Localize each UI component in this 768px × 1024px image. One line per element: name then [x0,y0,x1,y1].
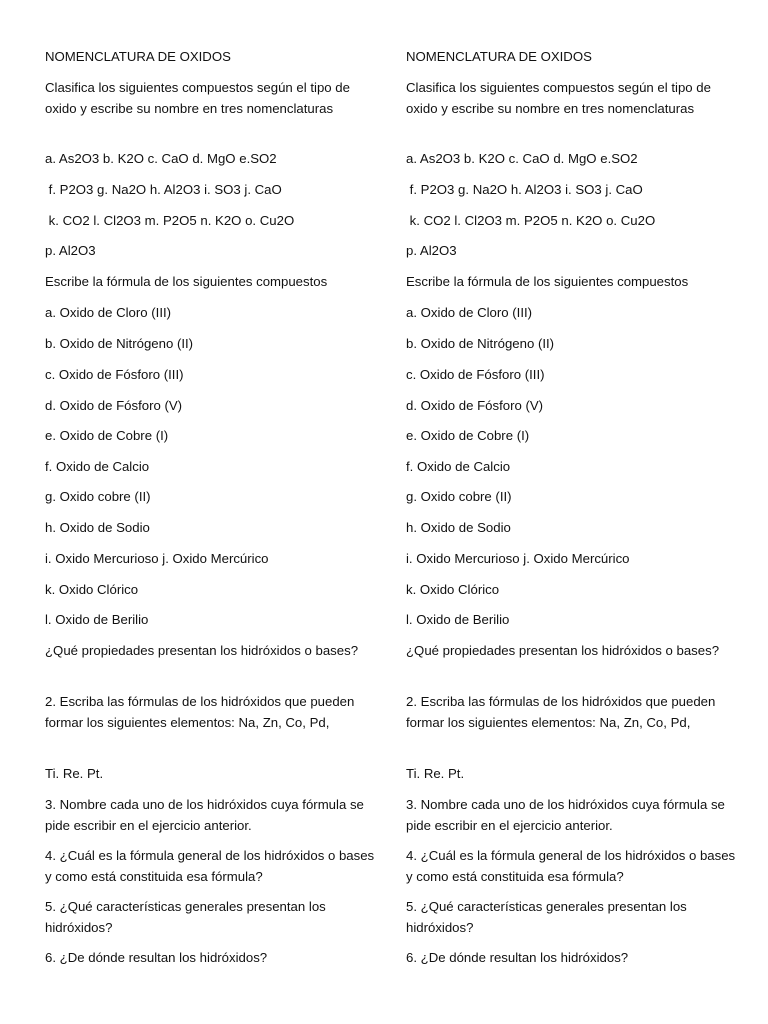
question: 2. Escriba las fórmulas de los hidróxidos que pueden formar los siguientes elementos: Na, Zn, Co, Pd, [406,694,720,730]
formula-item: g. Oxido cobre (II) [45,489,151,504]
instruction-formula: Escribe la fórmula de los siguientes compuestos [406,274,689,289]
formula-item: l. Oxido de Berilio [45,612,149,627]
formula-item: i. Oxido Mercurioso j. Oxido Mercúrico [406,551,630,566]
instruction-formula: Escribe la fórmula de los siguientes compuestos [45,274,328,289]
formula-item: b. Oxido de Nitrógeno (II) [406,336,555,351]
formula-item: f. Oxido de Calcio [406,459,511,474]
instruction-classify: Clasifica los siguientes compuestos según el tipo de oxido y escribe su nombre en tres nomenclaturas [45,80,354,116]
compound-list-line: k. CO2 l. Cl2O3 m. P2O5 n. K2O o. Cu2O [406,213,656,228]
compound-list-line: f. P2O3 g. Na2O h. Al2O3 i. SO3 j. CaO [45,182,282,197]
left-column [45,0,378,1024]
formula-item: i. Oxido Mercurioso j. Oxido Mercúrico [45,551,269,566]
formula-item: a. Oxido de Cloro (III) [406,305,533,320]
formula-item: d. Oxido de Fósforo (V) [45,398,183,413]
question-continuation: Ti. Re. Pt. [406,766,465,781]
question: 6. ¿De dónde resultan los hidróxidos? [45,950,268,965]
formula-item: k. Oxido Clórico [406,582,500,597]
question-continuation: Ti. Re. Pt. [45,766,104,781]
formula-item: h. Oxido de Sodio [406,520,511,535]
question: 2. Escriba las fórmulas de los hidróxidos que pueden formar los siguientes elementos: Na, Zn, Co, Pd, [45,694,359,730]
formula-item: h. Oxido de Sodio [45,520,150,535]
compound-list-line: f. P2O3 g. Na2O h. Al2O3 i. SO3 j. CaO [406,182,643,197]
formula-item: c. Oxido de Fósforo (III) [406,367,545,382]
formula-item: b. Oxido de Nitrógeno (II) [45,336,194,351]
compound-list-line: p. Al2O3 [45,243,96,258]
question: ¿Qué propiedades presentan los hidróxidos o bases? [406,643,720,658]
formula-item: e. Oxido de Cobre (I) [406,428,530,443]
question: 6. ¿De dónde resultan los hidróxidos? [406,950,629,965]
question: ¿Qué propiedades presentan los hidróxidos o bases? [45,643,359,658]
question: 4. ¿Cuál es la fórmula general de los hidróxidos o bases y como está constituida esa fórmula? [406,848,739,884]
compound-list-line: a. As2O3 b. K2O c. CaO d. MgO e.SO2 [45,151,277,166]
title: NOMENCLATURA DE OXIDOS [45,49,231,64]
formula-item: e. Oxido de Cobre (I) [45,428,169,443]
instruction-classify: Clasifica los siguientes compuestos según el tipo de oxido y escribe su nombre en tres nomenclaturas [406,80,715,116]
question: 3. Nombre cada uno de los hidróxidos cuya fórmula se pide escribir en el ejercicio anterior. [406,797,729,833]
formula-item: l. Oxido de Berilio [406,612,510,627]
question: 5. ¿Qué características generales presentan los hidróxidos? [45,899,330,935]
compound-list-line: p. Al2O3 [406,243,457,258]
question: 3. Nombre cada uno de los hidróxidos cuya fórmula se pide escribir en el ejercicio anterior. [45,797,368,833]
compound-list-line: k. CO2 l. Cl2O3 m. P2O5 n. K2O o. Cu2O [45,213,295,228]
compound-list-line: a. As2O3 b. K2O c. CaO d. MgO e.SO2 [406,151,638,166]
right-column [406,0,739,1024]
question: 4. ¿Cuál es la fórmula general de los hidróxidos o bases y como está constituida esa fórmula? [45,848,378,884]
question: 5. ¿Qué características generales presentan los hidróxidos? [406,899,691,935]
formula-item: c. Oxido de Fósforo (III) [45,367,184,382]
formula-item: k. Oxido Clórico [45,582,139,597]
formula-item: f. Oxido de Calcio [45,459,150,474]
formula-item: d. Oxido de Fósforo (V) [406,398,544,413]
formula-item: a. Oxido de Cloro (III) [45,305,172,320]
title: NOMENCLATURA DE OXIDOS [406,49,592,64]
formula-item: g. Oxido cobre (II) [406,489,512,504]
